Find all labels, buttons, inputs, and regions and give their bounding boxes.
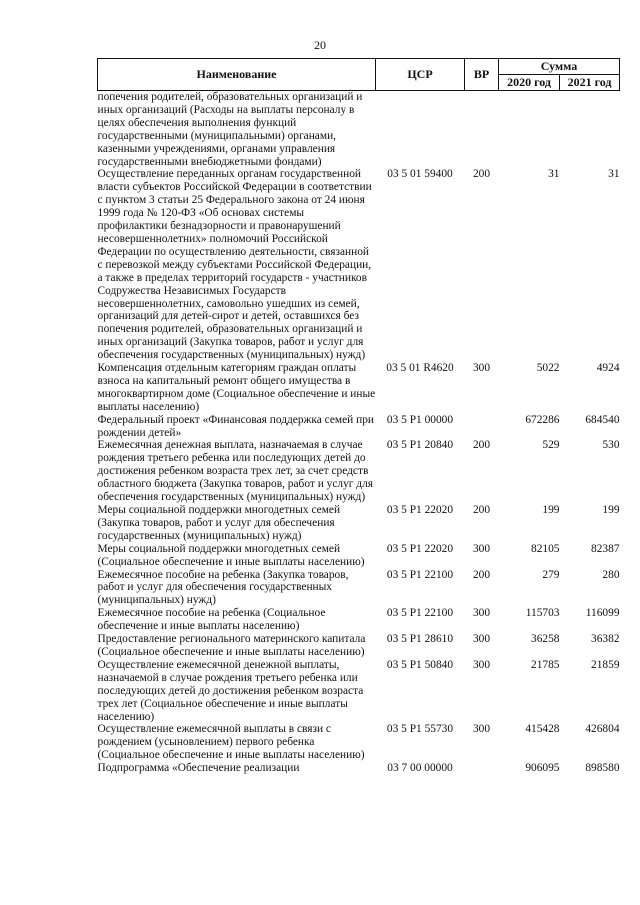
row-sum-2020: 82105 <box>531 542 560 555</box>
budget-table <box>97 58 620 775</box>
row-csr: 03 5 P1 00000 <box>386 413 454 426</box>
row-sum-2020: 415428 <box>525 723 560 736</box>
row-sum-2021: 36382 <box>591 633 620 646</box>
table-row <box>98 439 620 504</box>
row-csr: 03 7 00 00000 <box>387 762 453 775</box>
table-row <box>98 504 620 543</box>
row-name: Меры социальной поддержки многодетных семей (Социальное обеспечение и иные выплаты населению) <box>97 542 365 568</box>
table-row <box>98 362 620 414</box>
table-row <box>98 543 620 569</box>
table-row <box>98 569 620 608</box>
row-sum-2021: 21859 <box>591 658 620 671</box>
table-row <box>98 723 620 762</box>
row-name: попечения родителей, образовательных организаций и иных организаций (Расходы на выплаты персоналу в целях обеспечения выполнения функций государственными (муниципальными) органами, казенными учреждениями, органами управления государственными внебюджетными фондами) <box>97 91 363 168</box>
row-csr <box>376 91 465 169</box>
row-csr: 03 5 P1 20840 <box>386 439 454 452</box>
row-sum-2021: 31 <box>608 168 620 181</box>
header-sum: Сумма <box>499 59 620 75</box>
row-csr: 03 5 P1 22020 <box>386 504 454 516</box>
row-sum-2020: 279 <box>542 568 560 581</box>
row-vr: 300 <box>472 607 491 620</box>
row-sum-2020: 36258 <box>531 633 560 646</box>
row-sum-2021: 898580 <box>585 762 620 775</box>
header-vr: ВР <box>465 59 499 91</box>
row-sum-2021: 280 <box>602 568 620 581</box>
table-row <box>98 414 620 440</box>
row-vr <box>465 762 499 775</box>
row-name: Компенсация отдельным категориям граждан оплаты взноса на капитальный ремонт общего имущества в многоквартирном доме (Социальное обеспечение и иные выплаты населению) <box>97 362 376 413</box>
row-name: Осуществление переданных органам государственной власти субъектов Российской Федерации в соответствии с пунктом 3 статьи 25 Федерального закона от 24 июня 1999 года № 120-ФЗ «Об основах системы профилактики безнадзорности и правонарушений несовершеннолетних» полномочий Российской Федерации по осуществлению деятельности, связанной с перевозкой между субъектами Российской Федерации, а также в пределах территорий государств - участников Содружества Независимых Государств несовершеннолетних, самовольно ушедших из семей, организаций для детей-сирот и детей, оставшихся без попечения родителей, образовательных организаций и иных организаций (Закупка товаров, работ и услуг для обеспечения государственных (муниципальных) нужд) <box>97 168 372 362</box>
row-csr: 03 5 P1 28610 <box>386 633 454 646</box>
row-name: Ежемесячное пособие на ребенка (Социальное обеспечение и иные выплаты населению) <box>97 607 326 633</box>
row-csr: 03 5 P1 50840 <box>386 658 454 671</box>
page-number: 20 <box>314 38 326 52</box>
table-row <box>98 168 620 362</box>
row-name: Федеральный проект «Финансовая поддержка семей при рождении детей» <box>97 413 375 439</box>
table-row <box>98 91 620 169</box>
row-sum-2021: 116099 <box>585 607 620 620</box>
row-sum-2020: 31 <box>548 168 560 181</box>
row-vr: 200 <box>472 568 491 581</box>
header-year-2020: 2020 год <box>499 75 560 91</box>
row-vr: 300 <box>472 633 491 646</box>
row-vr <box>465 91 499 169</box>
row-sum-2020: 199 <box>542 504 560 516</box>
header-name: Наименование <box>98 59 376 91</box>
row-sum-2021: 82387 <box>591 542 620 555</box>
table-row <box>98 633 620 659</box>
row-sum-2021 <box>560 91 620 169</box>
row-vr: 200 <box>472 439 491 452</box>
row-sum-2020: 672286 <box>525 413 560 426</box>
row-vr: 300 <box>472 542 491 555</box>
row-sum-2021: 426804 <box>585 723 620 736</box>
row-sum-2020: 906095 <box>525 762 560 775</box>
table-row <box>98 659 620 724</box>
row-sum-2020: 529 <box>542 439 560 452</box>
row-vr: 200 <box>472 504 491 516</box>
row-sum-2021: 199 <box>602 504 620 516</box>
row-csr: 03 5 P1 55730 <box>386 723 454 736</box>
row-sum-2020 <box>499 91 560 169</box>
row-csr: 03 5 01 R4620 <box>386 362 454 375</box>
row-csr: 03 5 P1 22100 <box>386 568 454 581</box>
row-vr: 300 <box>472 362 491 375</box>
header-csr: ЦСР <box>376 59 465 91</box>
row-name: Подпрограмма «Обеспечение реализации <box>97 762 300 775</box>
row-vr <box>465 414 499 440</box>
row-name: Осуществление ежемесячной выплаты в связи с рождением (усыновлением) первого ребенка (Социальное обеспечение и иные выплаты населению) <box>97 723 365 762</box>
row-vr: 200 <box>472 168 491 181</box>
row-csr: 03 5 P1 22020 <box>386 542 454 555</box>
row-csr: 03 5 P1 22100 <box>386 607 454 620</box>
row-name: Ежемесячная денежная выплата, назначаемая в случае рождения третьего ребенка или последующих детей до достижения ребенком возраста трех лет, за счет средств областного бюджета (Закупка товаров, работ и услуг для обеспечения государственных (муниципальных) нужд) <box>97 439 374 504</box>
table-row <box>98 607 620 633</box>
header-year-2021: 2021 год <box>560 75 620 91</box>
row-sum-2021: 4924 <box>596 362 620 375</box>
row-name: Осуществление ежемесячной денежной выплаты, назначаемой в случае рождения третьего ребенка или последующих детей до достижения ребенком возраста трех лет (Социальное обеспечение и иные выплаты населению) <box>97 658 364 723</box>
row-sum-2021: 684540 <box>585 413 620 426</box>
row-name: Ежемесячное пособие на ребенка (Закупка товаров, работ и услуг для обеспечения государственных (муниципальных) нужд) <box>97 568 349 607</box>
row-sum-2021: 530 <box>602 439 620 452</box>
row-name: Меры социальной поддержки многодетных семей (Закупка товаров, работ и услуг для обеспечения государственных (муниципальных) нужд) <box>97 504 341 542</box>
row-vr: 300 <box>472 658 491 671</box>
row-csr: 03 5 01 59400 <box>387 168 453 181</box>
row-name: Предоставление регионального материнского капитала (Социальное обеспечение и иные выплаты населению) <box>97 633 366 658</box>
row-sum-2020: 21785 <box>531 658 560 671</box>
row-sum-2020: 115703 <box>525 607 560 620</box>
row-sum-2020: 5022 <box>536 362 560 375</box>
row-vr: 300 <box>472 723 491 736</box>
table-row <box>98 762 620 775</box>
